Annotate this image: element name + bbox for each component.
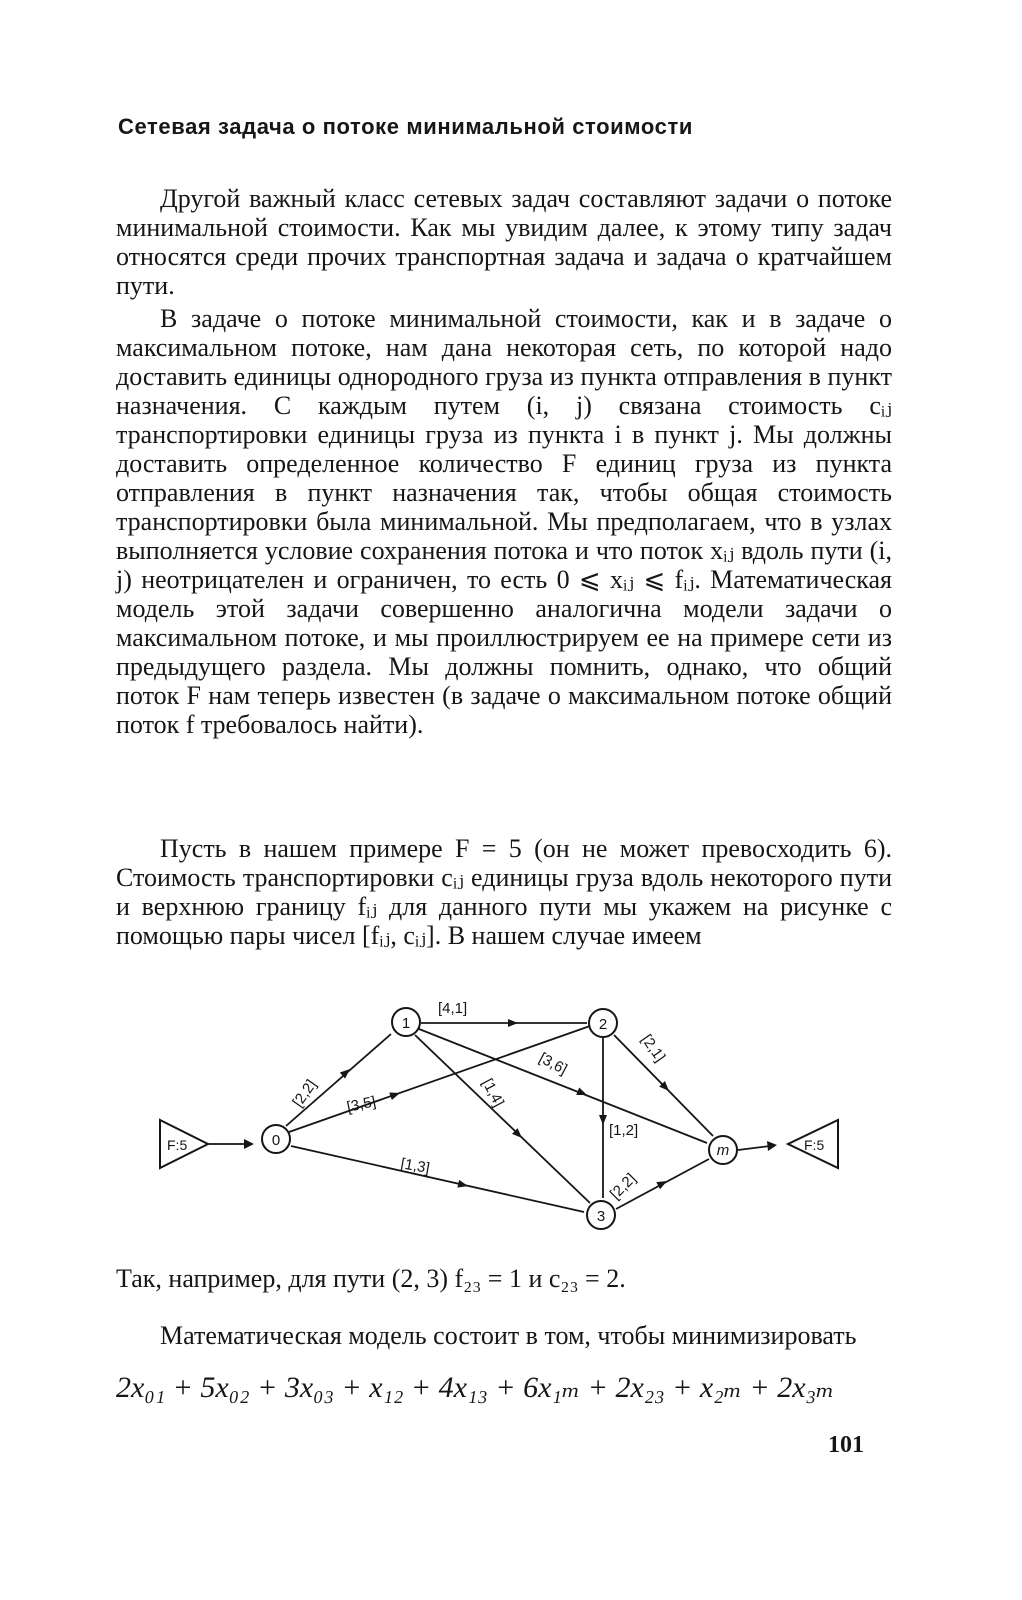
- edge-label-0-3: [1,3]: [399, 1155, 432, 1178]
- node-1-label: 1: [401, 1015, 411, 1032]
- objective-formula: 2x₀₁ + 5x₀₂ + 3x₀₃ + x₁₂ + 4x₁₃ + 6x₁ₘ + 2x₂₃ + x₂ₘ + 2x₃ₘ: [116, 1371, 835, 1404]
- sink-label: F:5: [804, 1137, 825, 1153]
- arrow-m-sink: [767, 1141, 777, 1151]
- page-number: 101: [828, 1432, 864, 1458]
- paragraph-model: Математическая модель состоит в том, чтобы минимизировать: [160, 1321, 857, 1350]
- edge-label-2-3: [1,2]: [609, 1122, 639, 1139]
- section-title: Сетевая задача о потоке минимальной стоимости: [118, 114, 693, 139]
- arrow-2-3: [599, 1115, 607, 1125]
- arrow-source-0: [244, 1139, 254, 1149]
- paragraph-problem-statement: В задаче о потоке минимальной стоимости, как и в задаче о максимальном потоке, нам дана некоторая сеть, по которой надо доставить единицы однородного груза из пункта отправления в пункт назначения. С каждым путем (i, j) связана стоимость cᵢⱼ транспортировки единицы груза из пункта i в пункт j. Мы должны доставить определенное количество F единиц груза из пункта отправления в пункт назначения так, чтобы общая стоимость транспортировки была минимальной. Мы предполагаем, что в узлах выполняется условие сохранения потока и что поток xᵢⱼ вдоль пути (i, j) неотрицателен и ограничен, то есть 0 ⩽ xᵢⱼ ⩽ fᵢⱼ. Математическая модель этой задачи совершенно аналогична модели задачи о максимальном потоке, и мы проиллюстрируем ее на примере сети из предыдущего раздела. Мы должны помнить, однако, что общий поток F нам теперь известен (в задаче о максимальном потоке общий поток f требовалось найти).: [116, 304, 892, 739]
- network-diagram: [150, 990, 870, 1240]
- node-3: [587, 1201, 615, 1229]
- edge-label-0-2: [3,5]: [345, 1093, 378, 1116]
- node-m: [709, 1136, 737, 1164]
- arrow-1-m: [576, 1088, 588, 1099]
- edge-0-1: [286, 1034, 391, 1126]
- node-2-label: 2: [598, 1016, 608, 1033]
- paragraph-intro: Другой важный класс сетевых задач составляют задачи о потоке минимальной стоимости. Как мы увидим далее, к этому типу задач относятся среди прочих транспортная задача и задача о кратчайшем пути.: [116, 184, 892, 300]
- example-line: Так, например, для пути (2, 3) f₂₃ = 1 и c₂₃ = 2.: [116, 1264, 626, 1293]
- node-m-label: m: [716, 1142, 730, 1159]
- edge-label-1-2: [4,1]: [438, 1000, 468, 1017]
- edge-m-sink: [738, 1146, 770, 1150]
- node-0: [262, 1125, 290, 1153]
- node-1: [392, 1008, 420, 1036]
- edge-label-1-3: [1,4]: [478, 1075, 508, 1110]
- arrow-1-2: [508, 1019, 518, 1027]
- node-2: [589, 1009, 617, 1037]
- node-3-label: 3: [596, 1208, 606, 1225]
- edge-label-2-m: [2,1]: [637, 1031, 669, 1066]
- node-0-label: 0: [271, 1132, 281, 1149]
- edge-label-3-m: [2,2]: [606, 1170, 640, 1203]
- arrow-3-m: [656, 1177, 669, 1189]
- source-label: F:5: [167, 1137, 188, 1153]
- arrow-0-2: [389, 1089, 401, 1100]
- edge-label-0-1: [2,2]: [289, 1076, 321, 1111]
- edge-label-1-m: [3,6]: [536, 1049, 570, 1079]
- paragraph-example-setup: Пусть в нашем примере F = 5 (он не может превосходить 6). Стоимость транспортировки cᵢⱼ единицы груза вдоль некоторого пути и верхнюю границу fᵢⱼ для данного пути мы укажем на рисунке с помощью пары чисел [fᵢⱼ, cᵢⱼ]. В нашем случае имеем: [116, 834, 892, 950]
